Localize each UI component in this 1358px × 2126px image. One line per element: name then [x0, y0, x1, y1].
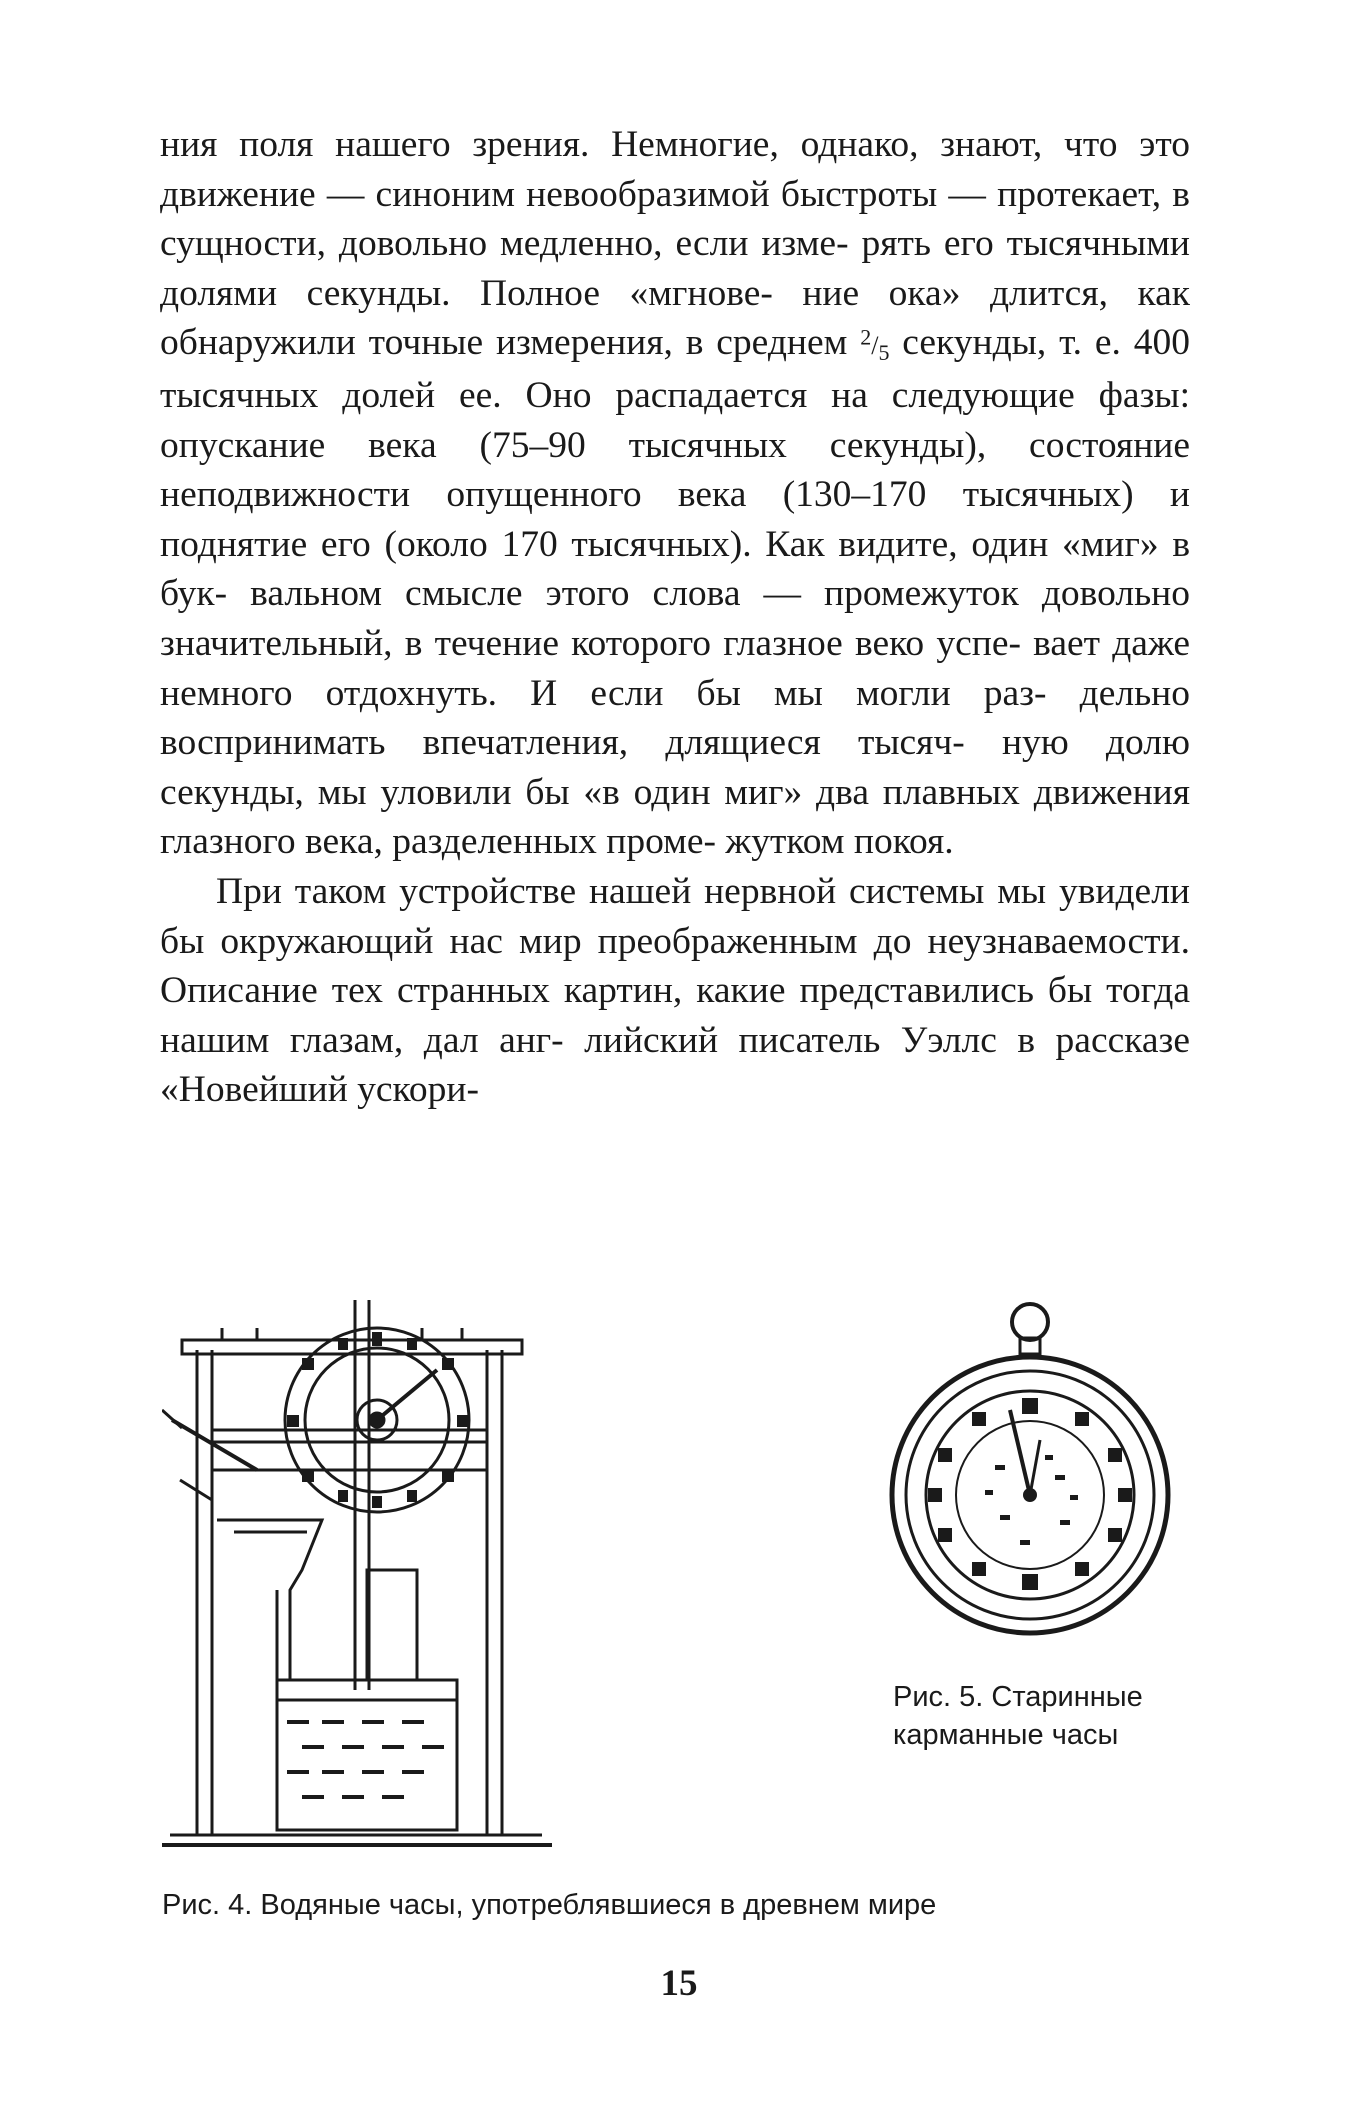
- figure-4-caption: Рис. 4. Водяные часы, употреблявшиеся в древнем мире: [162, 1889, 937, 1921]
- para1-line-5: ние ока» длится, как обнаружили точные измерения,: [160, 272, 1190, 364]
- para2-line-3: до неузнаваемости. Описание тех странных картин,: [160, 920, 1190, 1012]
- water-clock-illustration: [162, 1300, 562, 1860]
- fraction-denominator: 5: [878, 340, 890, 366]
- para2-line-5: лийский писатель Уэллс в рассказе «Новейший ускори-: [160, 1019, 1190, 1111]
- fraction-two-fifths: $^2/_5$: [860, 324, 890, 366]
- para1-line-11: вальном смысле этого слова — промежуток довольно: [250, 573, 1191, 615]
- fraction-numerator: 2: [860, 324, 872, 350]
- para1-line-6: в среднем: [685, 322, 848, 364]
- para1-line-9: опущенного века (130–170 тысячных) и поднятие его: [160, 474, 1191, 565]
- para1-line-8: (75–90 тысячных секунды), состояние неподвижности: [160, 424, 1190, 516]
- pocket-watch-illustration: [880, 1300, 1180, 1660]
- para1-line-6-rest: секунды, т. е. 400 тысячных долей ее.: [160, 322, 1190, 416]
- para2-line-2: мы увидели бы окружающий нас мир преображенным: [160, 870, 1190, 962]
- para1-line-10: (около 170 тысячных). Как видите, один «миг» в бук-: [160, 523, 1191, 615]
- body-text: [160, 120, 1190, 1115]
- para1-line-15: ную долю секунды, мы уловили бы «в один миг» два: [160, 722, 1190, 813]
- paragraph-1: [160, 120, 1190, 867]
- para1-line-3: протекает, в сущности, довольно медленно, если изме-: [160, 173, 1191, 265]
- para2-line-1: При таком устройстве нашей нервной системы: [216, 870, 985, 912]
- para1-line-13: вает даже немного отдохнуть. И если бы мы могли раз-: [160, 622, 1191, 714]
- para1-line-12: значительный, в течение которого глазное веко успе-: [160, 622, 1021, 664]
- figure-5-caption-line-1: Рис. 5. Старинные: [893, 1681, 1143, 1713]
- figure-5-caption: [893, 1678, 1193, 1754]
- para2-line-4: какие представились бы тогда нашим глазам, дал анг-: [160, 970, 1190, 1061]
- para1-line-16: плавных движения глазного века, разделенных проме-: [160, 771, 1191, 863]
- page-number: 15: [660, 1963, 698, 2004]
- para1-line-17: жутком покоя.: [725, 821, 954, 863]
- para1-line-2: это движение — синоним невообразимой быстроты —: [160, 124, 1190, 215]
- pocket-watch-drawing: [880, 1300, 1180, 1660]
- para1-line-4: рять его тысячными долями секунды. Полное «мгнове-: [160, 223, 1190, 314]
- para1-line-14: дельно воспринимать впечатления, длящиеся тысяч-: [160, 672, 1190, 764]
- water-clock-drawing: [162, 1300, 562, 1860]
- figure-5-caption-line-2: карманные часы: [893, 1719, 1119, 1751]
- para1-line-7: Оно распадается на следующие фазы: опускание века: [160, 374, 1191, 466]
- paragraph-2: [160, 867, 1190, 1115]
- para1-line-1: ния поля нашего зрения. Немногие, однако, знают, что: [160, 124, 1118, 165]
